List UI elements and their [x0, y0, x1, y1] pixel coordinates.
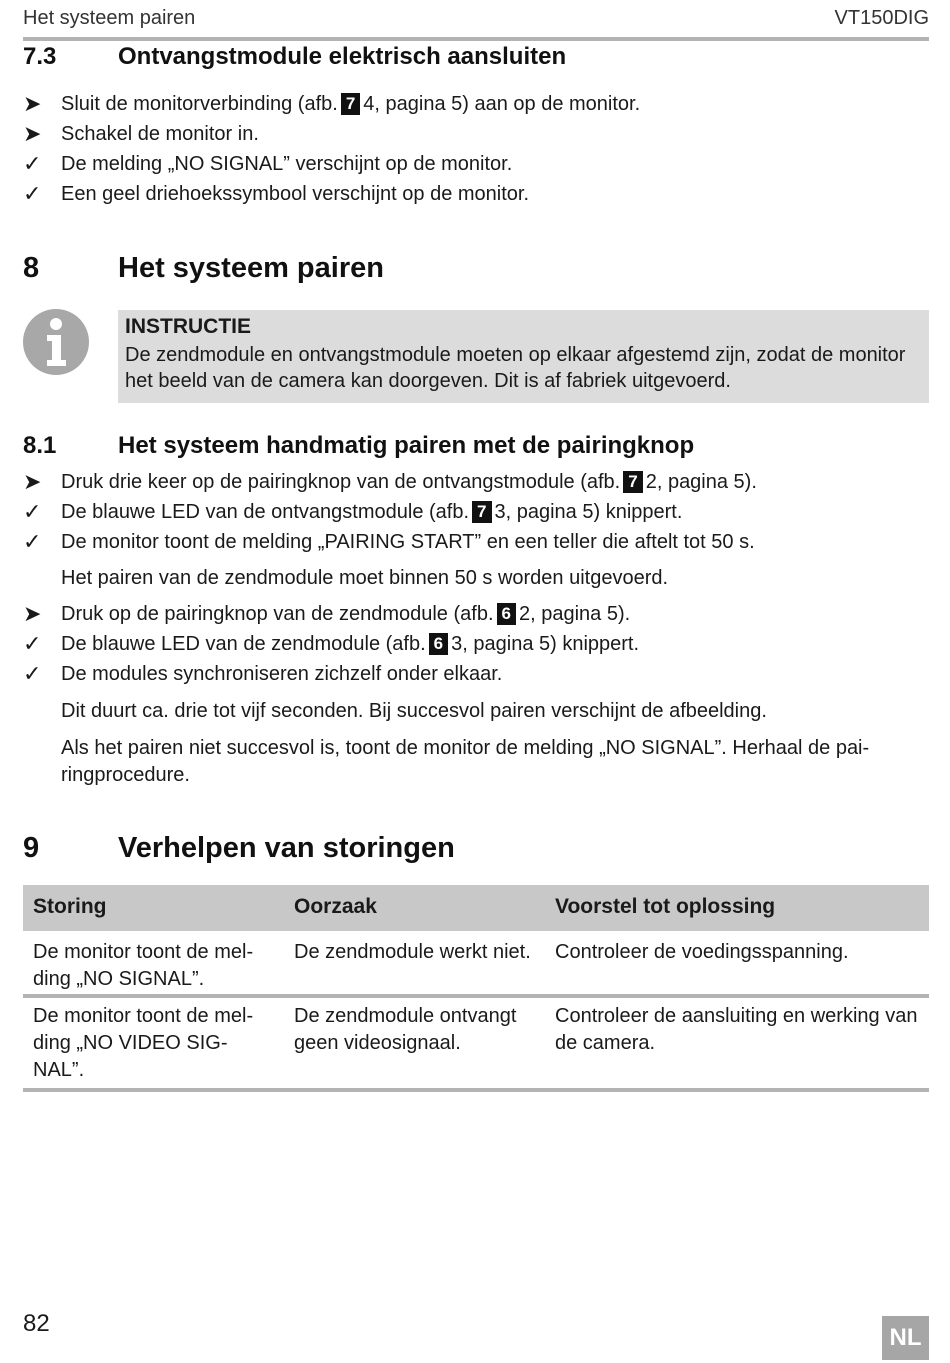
action-step: [23, 601, 929, 629]
section-title: Ontvangstmodule elektrisch aansluiten: [118, 43, 567, 70]
action-step: [23, 469, 929, 497]
step-text: Druk drie keer op de pairingknop van de ontvangstmodule (afb.: [61, 471, 621, 493]
table-header-row: [23, 885, 929, 931]
step-text: 4, pagina 5) aan op de monitor.: [363, 93, 641, 115]
check-icon: ✓: [23, 181, 42, 206]
step-text: Sluit de monitorverbinding (afb.: [61, 93, 338, 115]
check-icon: ✓: [23, 499, 42, 524]
section-number: 8: [23, 252, 40, 284]
table-cell: De monitor toont de mel-ding „NO SIGNAL”.: [33, 941, 254, 990]
section-number: 7.3: [23, 43, 57, 70]
table-cell: Controleer de voedingsspanning.: [555, 941, 849, 963]
table-row: [23, 931, 929, 998]
step-text: Druk op de pairingknop van de zendmodule (afb.: [61, 603, 494, 625]
result-step: [23, 661, 929, 689]
action-step: [23, 121, 929, 149]
result-step: [23, 151, 929, 179]
step-text: De blauwe LED van de zendmodule (afb.: [61, 633, 426, 655]
info-icon: [23, 309, 89, 375]
table-cell: De zendmodule werkt niet.: [294, 941, 531, 963]
step-text: De monitor toont de melding „PAIRING START” en een teller die aftelt tot 50 s.: [61, 531, 755, 553]
column-header: Storing: [33, 895, 107, 918]
arrow-icon: ➤: [23, 469, 42, 494]
figure-ref: 7: [341, 93, 360, 115]
check-icon: ✓: [23, 661, 42, 686]
result-step: [23, 631, 929, 659]
arrow-icon: ➤: [23, 91, 42, 116]
check-icon: ✓: [23, 529, 42, 554]
step-text: 3, pagina 5) knippert.: [494, 501, 683, 523]
table-cell: Controleer de aansluiting en werking van de camera.: [555, 1005, 918, 1054]
column-header: Oorzaak: [294, 895, 377, 918]
page-header: [23, 7, 929, 33]
arrow-icon: ➤: [23, 601, 42, 626]
section-title: Het systeem pairen: [118, 252, 384, 284]
step-text: Een geel driehoekssymbool verschijnt op de monitor.: [61, 183, 530, 205]
instruction-note: [118, 310, 929, 403]
language-tab: NL: [882, 1316, 929, 1360]
figure-ref: 6: [497, 603, 516, 625]
column-header: Voorstel tot oplossing: [555, 895, 776, 918]
table-row: [23, 998, 929, 1092]
table-cell: De monitor toont de mel-ding „NO VIDEO SIG-NAL”.: [33, 1005, 254, 1081]
section-number: 9: [23, 832, 40, 864]
note-text: De zendmodule en ontvangstmodule moeten op elkaar afgestemd zijn, zodat de monitor het beeld van de camera kan doorgeven. Dit is af fabriek uitgevoerd.: [125, 344, 906, 392]
step-text: 2, pagina 5).: [645, 471, 757, 493]
arrow-icon: ➤: [23, 121, 42, 146]
figure-ref: 7: [472, 501, 491, 523]
result-step: [23, 499, 929, 527]
header-rule: [23, 37, 929, 41]
info-paragraph: Het pairen van de zendmodule moet binnen 50 s worden uitgevoerd.: [61, 567, 669, 589]
header-model: VT150DIG: [834, 7, 929, 29]
check-icon: ✓: [23, 631, 42, 656]
figure-ref: 6: [429, 633, 448, 655]
step-text: De modules synchroniseren zichzelf onder elkaar.: [61, 663, 503, 685]
action-step: [23, 91, 929, 119]
info-paragraph: Dit duurt ca. drie tot vijf seconden. Bij succesvol pairen verschijnt de afbeelding.: [61, 700, 767, 722]
troubleshooting-table: [23, 885, 929, 1092]
table-cell: De zendmodule ontvangt geen videosignaal.: [294, 1005, 517, 1054]
note-title: INSTRUCTIE: [125, 315, 251, 338]
step-text: 2, pagina 5).: [518, 603, 631, 625]
step-text: Schakel de monitor in.: [61, 123, 259, 145]
step-text: 3, pagina 5) knippert.: [451, 633, 640, 655]
section-title: Het systeem handmatig pairen met de pairingknop: [118, 432, 695, 459]
info-paragraph: Als het pairen niet succesvol is, toont de monitor de melding „NO SIGNAL”. Herhaal de pai-ringprocedure.: [61, 737, 870, 786]
section-number: 8.1: [23, 432, 57, 459]
header-section-title: Het systeem pairen: [23, 7, 196, 29]
section-title: Verhelpen van storingen: [118, 832, 455, 864]
step-text: De melding „NO SIGNAL” verschijnt op de monitor.: [61, 153, 513, 175]
figure-ref: 7: [623, 471, 642, 493]
check-icon: ✓: [23, 151, 42, 176]
page-number: 82: [23, 1310, 50, 1337]
result-step: [23, 181, 929, 209]
result-step: [23, 529, 929, 557]
step-text: De blauwe LED van de ontvangstmodule (afb.: [61, 501, 470, 523]
